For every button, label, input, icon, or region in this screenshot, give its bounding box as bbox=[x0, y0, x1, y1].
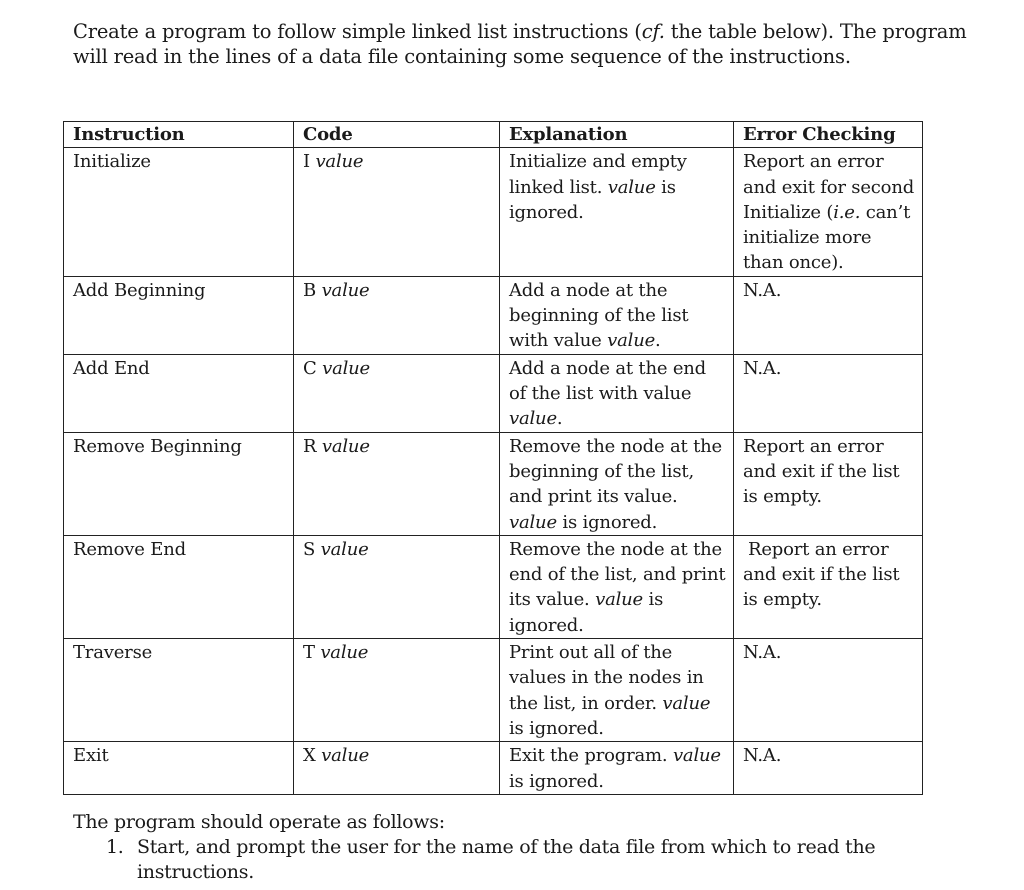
table-row bbox=[64, 276, 923, 354]
explanation-text: Exit the program. bbox=[509, 745, 673, 767]
explanation-italic: value bbox=[509, 408, 557, 430]
cell-instruction: Traverse bbox=[64, 639, 294, 742]
table-row bbox=[64, 535, 923, 638]
explanation-text: Print out all of the values in the nodes in the list, in order. bbox=[509, 642, 704, 714]
explanation-text: is ignored. bbox=[509, 176, 676, 223]
intro-line-2: will read in the lines of a data file containing some sequence of the instructions. bbox=[73, 45, 851, 68]
table-header-row bbox=[64, 122, 923, 148]
explanation-text: Initialize and empty linked list. bbox=[509, 151, 687, 198]
code-letter: B bbox=[303, 279, 322, 301]
cell-error-checking: N.A. bbox=[734, 354, 923, 432]
cell-explanation bbox=[500, 639, 734, 742]
cell-code bbox=[294, 276, 500, 354]
explanation-text: Remove the node at the end of the list, and print its value. bbox=[509, 538, 726, 611]
cell-error-checking bbox=[734, 535, 923, 638]
header-error-checking: Error Checking bbox=[734, 122, 923, 148]
cell-explanation bbox=[500, 432, 734, 535]
table-row bbox=[64, 639, 923, 742]
explanation-text: Add a node at the beginning of the list with value bbox=[509, 279, 689, 352]
error-italic: i.e. bbox=[833, 201, 861, 223]
explanation-italic: value bbox=[595, 589, 644, 611]
explanation-italic: value bbox=[607, 330, 656, 352]
explanation-text: . bbox=[655, 330, 661, 352]
cell-code bbox=[294, 742, 500, 795]
code-value: value bbox=[321, 279, 370, 301]
list-item bbox=[73, 835, 927, 885]
operation-steps-list bbox=[73, 835, 973, 885]
code-letter: T bbox=[303, 642, 321, 664]
table-row bbox=[64, 354, 923, 432]
code-letter: X bbox=[303, 745, 322, 767]
explanation-text: . bbox=[556, 408, 563, 430]
cell-code bbox=[294, 535, 500, 638]
explanation-italic: value bbox=[672, 745, 721, 767]
intro-paragraph bbox=[73, 19, 967, 69]
cell-code bbox=[294, 432, 500, 535]
explanation-text: is ignored. bbox=[556, 511, 658, 533]
code-letter: I bbox=[303, 151, 316, 173]
cell-explanation bbox=[500, 742, 734, 795]
table-row bbox=[64, 148, 923, 276]
explanation-text: is ignored. bbox=[509, 717, 604, 739]
cell-explanation bbox=[500, 535, 734, 638]
cell-instruction: Remove End bbox=[64, 535, 294, 638]
table-row bbox=[64, 742, 923, 795]
header-explanation: Explanation bbox=[500, 122, 734, 148]
cell-error-checking: N.A. bbox=[734, 276, 923, 354]
cell-code bbox=[294, 639, 500, 742]
operation-heading: The program should operate as follows: bbox=[73, 811, 445, 833]
instruction-table bbox=[63, 121, 923, 795]
explanation-text: Remove the node at the beginning of the list, and print its value. bbox=[509, 435, 722, 508]
code-value: value bbox=[322, 357, 371, 379]
intro-line-1 bbox=[73, 19, 967, 44]
cell-error-checking bbox=[734, 148, 923, 276]
intro-cf-italic: cf. bbox=[641, 20, 665, 43]
code-letter: S bbox=[303, 538, 321, 560]
code-value: value bbox=[321, 745, 370, 767]
code-value: value bbox=[320, 538, 369, 560]
intro-text: Create a program to follow simple linked list instructions ( bbox=[73, 20, 642, 43]
table-row bbox=[64, 432, 923, 535]
cell-code bbox=[294, 148, 500, 276]
explanation-text: is ignored. bbox=[509, 589, 664, 636]
error-text: Report an error and exit for second Initialize ( bbox=[743, 151, 915, 223]
explanation-italic: value bbox=[607, 176, 656, 198]
cell-error-checking: N.A. bbox=[734, 742, 923, 795]
explanation-italic: value bbox=[662, 692, 711, 714]
code-value: value bbox=[321, 435, 370, 457]
cell-instruction: Add Beginning bbox=[64, 276, 294, 354]
cell-explanation bbox=[500, 148, 734, 276]
code-letter: C bbox=[303, 357, 323, 379]
step-text: Start, and prompt the user for the name of the data file from which to read the instructions. bbox=[137, 836, 876, 883]
operation-section bbox=[73, 810, 973, 885]
explanation-text: is ignored. bbox=[509, 770, 604, 792]
cell-code bbox=[294, 354, 500, 432]
code-letter: R bbox=[303, 435, 322, 457]
cell-instruction: Exit bbox=[64, 742, 294, 795]
cell-explanation bbox=[500, 276, 734, 354]
step-number: 1. bbox=[106, 836, 124, 858]
cell-error-checking: N.A. bbox=[734, 639, 923, 742]
cell-instruction: Add End bbox=[64, 354, 294, 432]
header-instruction: Instruction bbox=[64, 122, 294, 148]
cell-error-checking: Report an error and exit if the list is empty. bbox=[734, 432, 923, 535]
cell-instruction: Initialize bbox=[64, 148, 294, 276]
explanation-italic: value bbox=[509, 511, 557, 533]
code-value: value bbox=[315, 151, 364, 173]
header-code: Code bbox=[294, 122, 500, 148]
cell-explanation bbox=[500, 354, 734, 432]
code-value: value bbox=[320, 642, 369, 664]
cell-instruction: Remove Beginning bbox=[64, 432, 294, 535]
intro-text: the table below). The program bbox=[664, 20, 967, 43]
explanation-text: Add a node at the end of the list with value bbox=[509, 357, 706, 405]
error-text: Report an error and exit if the list is empty. bbox=[743, 538, 900, 611]
error-text: can’t initialize more than once). bbox=[743, 201, 911, 274]
